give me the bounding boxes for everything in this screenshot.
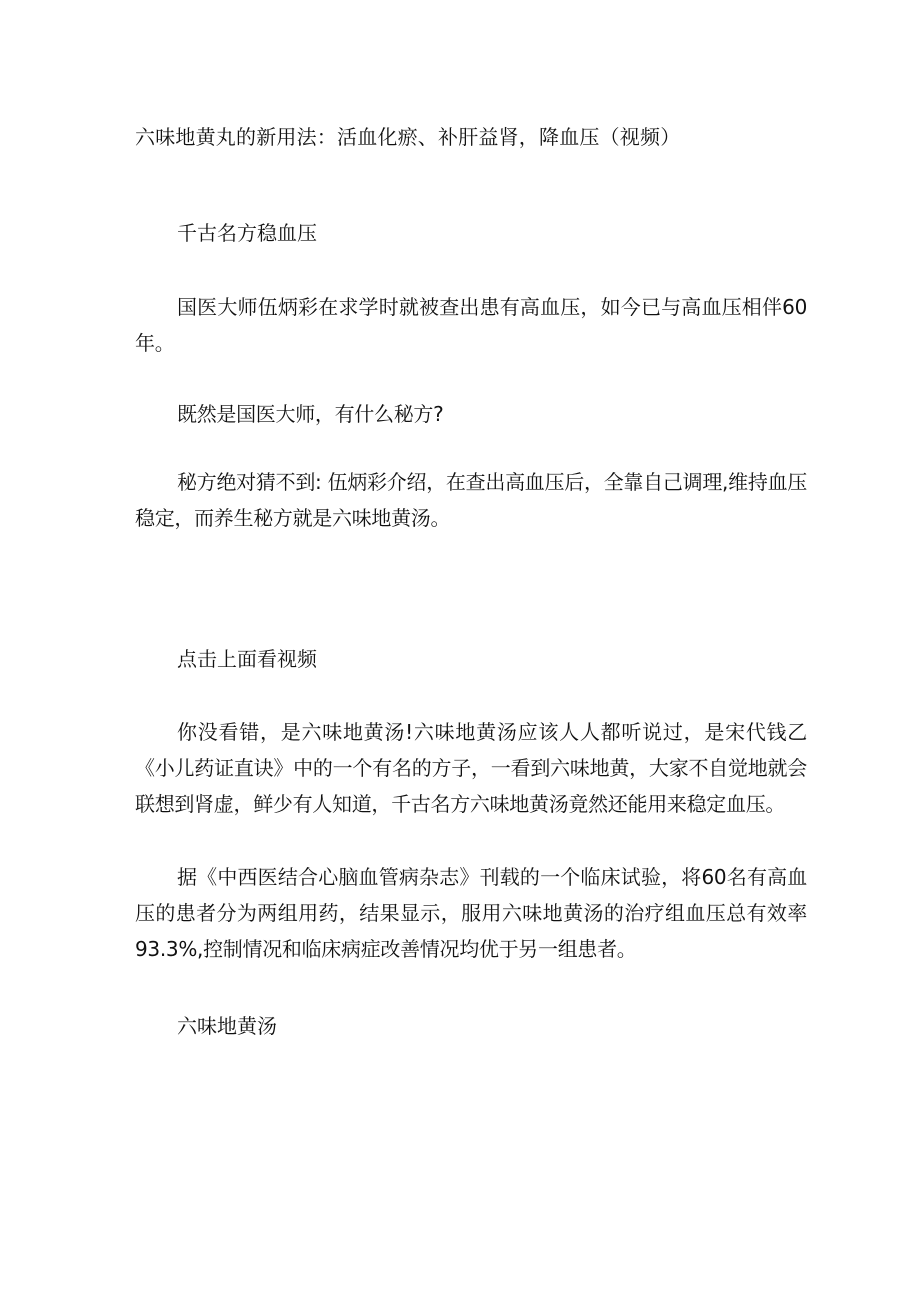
paragraph-liuwei-dihuang-intro: 你没看错，是六味地黄汤!六味地黄汤应该人人都听说过，是宋代钱乙《小儿药证直诀》中的一个有名的方子，一看到六味地黄，大家不自觉地就会联想到肾虚，鲜少有人知道，千古名方六味地黄汤竟然还能用来稳定血压。 (135, 720, 807, 816)
document-title: 六味地黄丸的新用法：活血化瘀、补肝益肾，降血压（视频） (135, 125, 681, 149)
paragraph-secret-question: 既然是国医大师，有什么秘方? (177, 402, 444, 426)
paragraph-clinical-trial: 据《中西医结合心脑血管病杂志》刊载的一个临床试验，将60名有高血压的患者分为两组用药，结果显示，服用六味地黄汤的治疗组血压总有效率93.3%,控制情况和临床病症改善情况均优于另一组患者。 (135, 865, 807, 961)
video-hint: 点击上面看视频 (177, 647, 317, 671)
section-heading-stable-blood-pressure: 千古名方稳血压 (177, 221, 317, 245)
section-heading-liuwei-dihuang: 六味地黄汤 (177, 1014, 277, 1038)
paragraph-secret-answer: 秘方绝对猜不到: 伍炳彩介绍，在查出高血压后，全靠自己调理,维持血压稳定，而养生秘方就是六味地黄汤。 (135, 470, 807, 530)
paragraph-master-hypertension: 国医大师伍炳彩在求学时就被查出患有高血压，如今已与高血压相伴60年。 (135, 295, 807, 355)
